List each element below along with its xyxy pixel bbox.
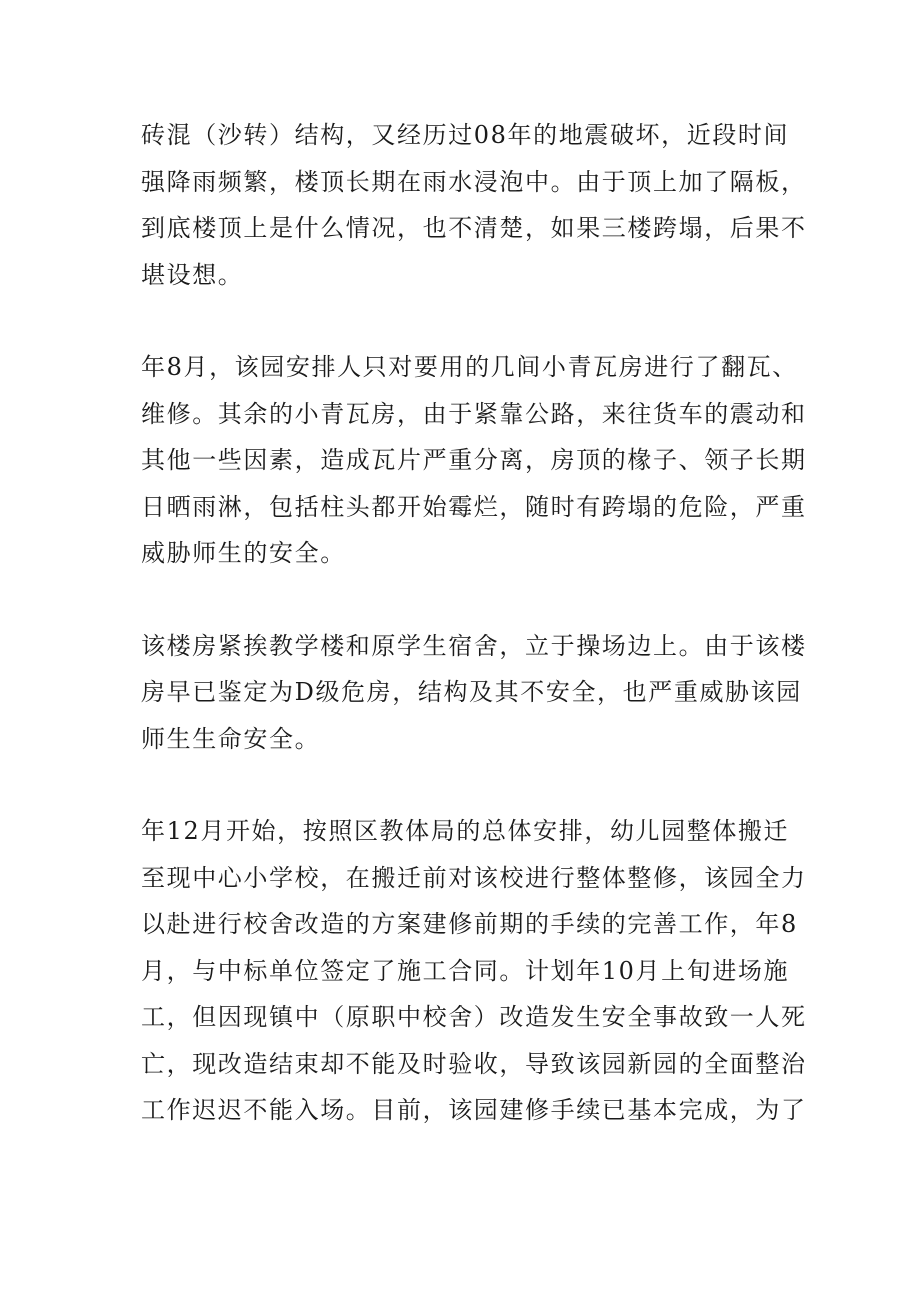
text-line: 房早已鉴定为D级危房，结构及其不安全，也严重威胁该园 bbox=[141, 678, 802, 706]
text-line: 到底楼顶上是什么情况，也不清楚，如果三楼跨塌，后果不 bbox=[141, 214, 807, 242]
paragraph-4 bbox=[141, 808, 807, 1134]
text-line: 该楼房紧挨教学楼和原学生宿舍，立于操场边上。由于该楼 bbox=[141, 631, 807, 660]
text-line: 师生生命安全。 bbox=[141, 724, 321, 753]
text-line: 至现中心小学校，在搬迁前对该校进行整体整修，该园全力 bbox=[141, 863, 807, 892]
text-line: 月，与中标单位签定了施工合同。计划年10月上旬进场施 bbox=[141, 956, 790, 985]
text-line: 其他一些因素，造成瓦片严重分离，房顶的椽子、领子长期 bbox=[141, 446, 807, 474]
text-line: 强降雨频繁，楼顶长期在雨水浸泡中。由于顶上加了隔板， bbox=[141, 167, 807, 196]
text-line: 维修。其余的小青瓦房，由于紧靠公路，来往货车的震动和 bbox=[141, 399, 807, 428]
text-line: 工，但因现镇中（原职中校舍）改造发生安全事故致一人死 bbox=[141, 1003, 807, 1031]
text-line: 以赴进行校舍改造的方案建修前期的手续的完善工作，年8 bbox=[141, 910, 798, 938]
paragraph-1 bbox=[141, 112, 807, 298]
text-line: 年12月开始，按照区教体局的总体安排，幼儿园整体搬迁 bbox=[141, 817, 790, 845]
paragraph-3 bbox=[141, 623, 807, 763]
document-body bbox=[141, 112, 807, 1180]
text-line: 日晒雨淋，包括柱头都开始霉烂，随时有跨塌的危险，严重 bbox=[141, 492, 807, 521]
text-line: 堪设想。 bbox=[141, 260, 244, 289]
text-line: 亡，现改造结束却不能及时验收，导致该园新园的全面整治 bbox=[141, 1049, 807, 1078]
text-line: 年8月，该园安排人只对要用的几间小青瓦房进行了翻瓦、 bbox=[141, 353, 798, 381]
text-line: 威胁师生的安全。 bbox=[141, 539, 346, 567]
paragraph-2 bbox=[141, 344, 807, 577]
text-line: 工作迟迟不能入场。目前，该园建修手续已基本完成，为了 bbox=[141, 1096, 807, 1124]
text-line: 砖混（沙转）结构，又经历过08年的地震破坏，近段时间 bbox=[141, 121, 790, 149]
